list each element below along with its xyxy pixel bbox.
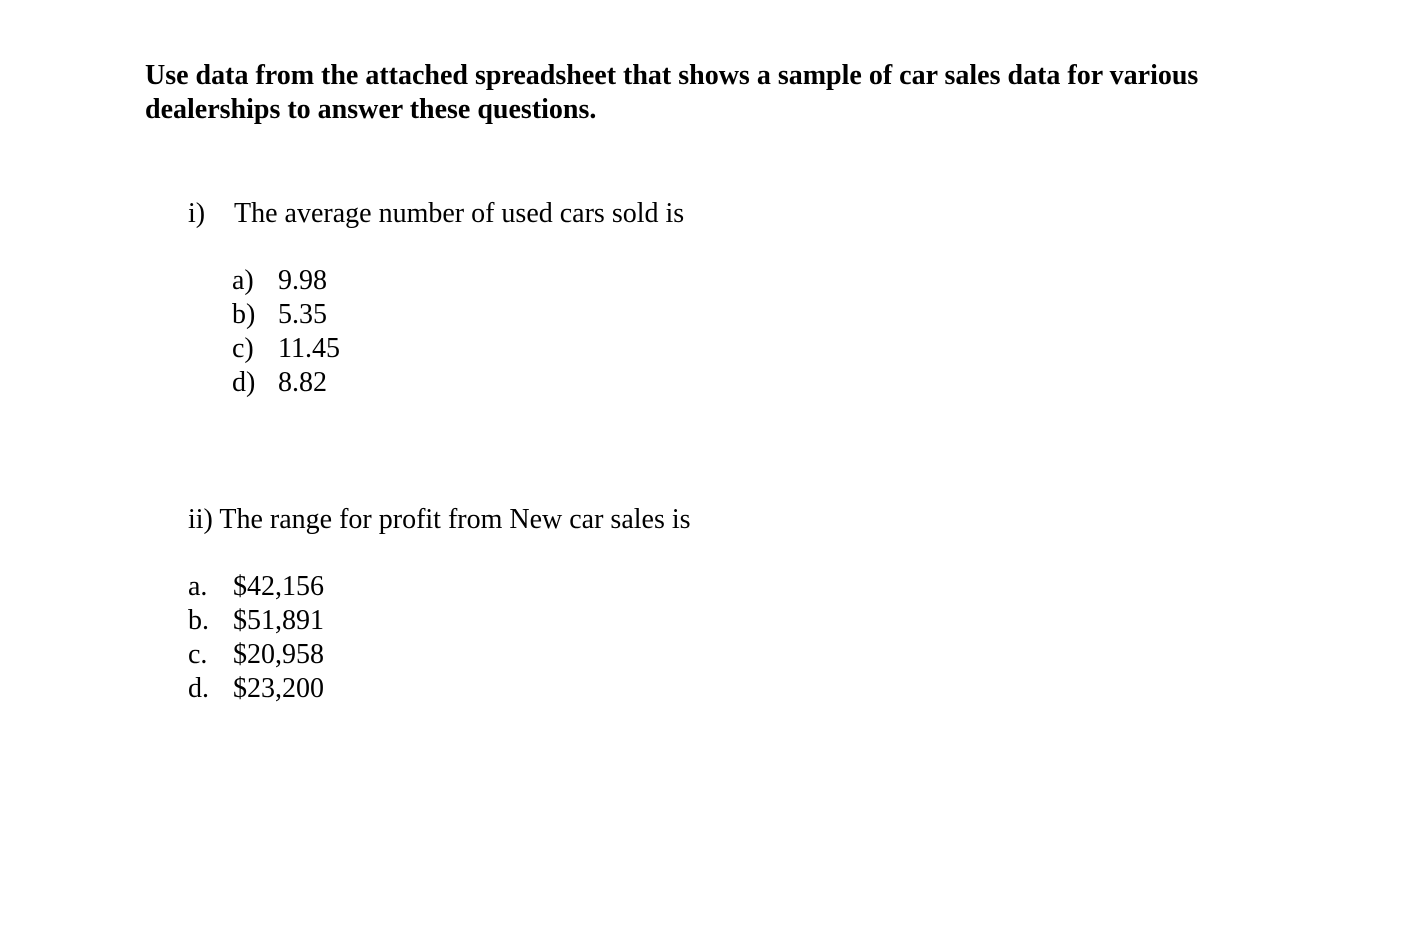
option-value: $42,156 xyxy=(233,571,324,602)
question-number: i) xyxy=(188,198,206,229)
option-d xyxy=(232,366,340,400)
option-value: 5.35 xyxy=(278,299,327,330)
question-text: The range for profit from New car sales is xyxy=(219,504,691,535)
option-letter: c) xyxy=(232,333,254,364)
option-letter: a. xyxy=(188,571,208,602)
option-c xyxy=(232,332,340,366)
question-2 xyxy=(188,503,691,537)
option-c xyxy=(188,638,324,672)
question-1-options xyxy=(232,264,340,400)
option-value: 9.98 xyxy=(278,265,327,296)
option-value: $20,958 xyxy=(233,639,324,670)
option-a xyxy=(188,570,324,604)
option-d xyxy=(188,672,324,706)
option-letter: b. xyxy=(188,605,209,636)
option-value: $23,200 xyxy=(233,673,324,704)
option-value: 11.45 xyxy=(278,333,340,364)
question-1 xyxy=(188,197,684,231)
instructions-heading: Use data from the attached spreadsheet that shows a sample of car sales data for various dealerships to answer these questions. xyxy=(145,60,1199,125)
option-letter: a) xyxy=(232,265,254,296)
option-a xyxy=(232,264,340,298)
question-2-options xyxy=(188,570,324,706)
option-b xyxy=(188,604,324,638)
option-letter: c. xyxy=(188,639,208,670)
option-letter: d. xyxy=(188,673,209,704)
option-value: $51,891 xyxy=(233,605,324,636)
option-b xyxy=(232,298,340,332)
question-number: ii) xyxy=(188,504,213,535)
option-letter: b) xyxy=(232,299,256,330)
question-text: The average number of used cars sold is xyxy=(234,198,685,229)
option-value: 8.82 xyxy=(278,367,327,398)
option-letter: d) xyxy=(232,367,256,398)
